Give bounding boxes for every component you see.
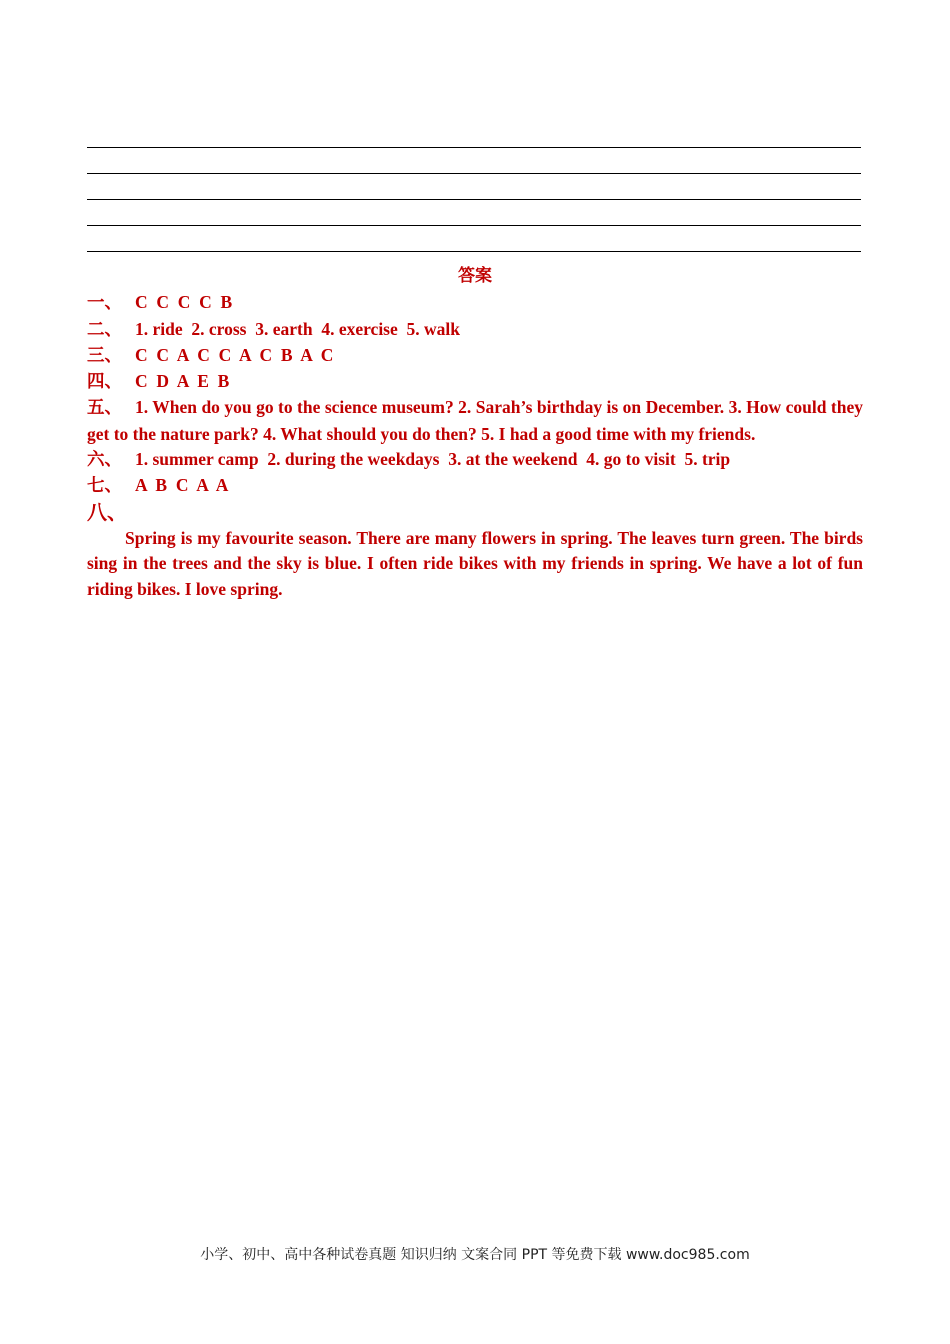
- answer-row-6: [87, 447, 863, 473]
- answers-title: 答案: [458, 266, 492, 286]
- section-number: 四、: [87, 372, 122, 393]
- section-number: 八、: [87, 499, 127, 524]
- answer-row-3: [87, 343, 863, 369]
- section-number: 三、: [87, 345, 122, 366]
- section-number: 五、: [87, 398, 122, 419]
- answer-text: C C A C C A C B A C: [135, 344, 334, 365]
- footer-text: 小学、初中、高中各种试卷真题 知识归纳 文案合同 PPT 等免费下载 www.doc985.com: [200, 1247, 750, 1263]
- answer-text: A B C A A: [135, 475, 229, 496]
- section-number: 六、: [87, 450, 122, 471]
- writing-line: [87, 148, 861, 174]
- essay-heading-row: [87, 500, 863, 526]
- writing-line: [87, 226, 861, 252]
- answer-row-7: [87, 473, 863, 499]
- answer-section: [87, 264, 863, 602]
- answer-text: 1. summer camp 2. during the weekdays 3. at the weekend 4. go to visit 5. trip: [135, 449, 731, 470]
- answer-row-4: [87, 369, 863, 395]
- answer-row-1: [87, 290, 863, 316]
- section-number: 七、: [87, 476, 122, 497]
- writing-line: [87, 122, 861, 148]
- writing-lines: [87, 122, 861, 252]
- writing-line: [87, 174, 861, 200]
- answer-text: C D A E B: [135, 371, 230, 392]
- answer-row-2: [87, 317, 863, 343]
- answer-text: 1. ride 2. cross 3. earth 4. exercise 5. walk: [135, 318, 460, 339]
- section-number: 二、: [87, 319, 122, 340]
- answer-text: C C C C B: [135, 292, 233, 313]
- answer-row-5: [87, 395, 863, 447]
- answer-text: 1. When do you go to the science museum? 2. Sarah’s birthday is on December. 3. How could they get to the nature park? 4. What should you do then? 5. I had a good time with my friends.: [87, 397, 863, 444]
- writing-line: [87, 200, 861, 226]
- section-number: 一、: [87, 293, 122, 314]
- essay-paragraph: Spring is my favourite season. There are many flowers in spring. The leaves turn green. The birds sing in the trees and the sky is blue. I often ride bikes with my friends in spring. We have a lot of fun riding bikes. I love spring.: [87, 527, 863, 599]
